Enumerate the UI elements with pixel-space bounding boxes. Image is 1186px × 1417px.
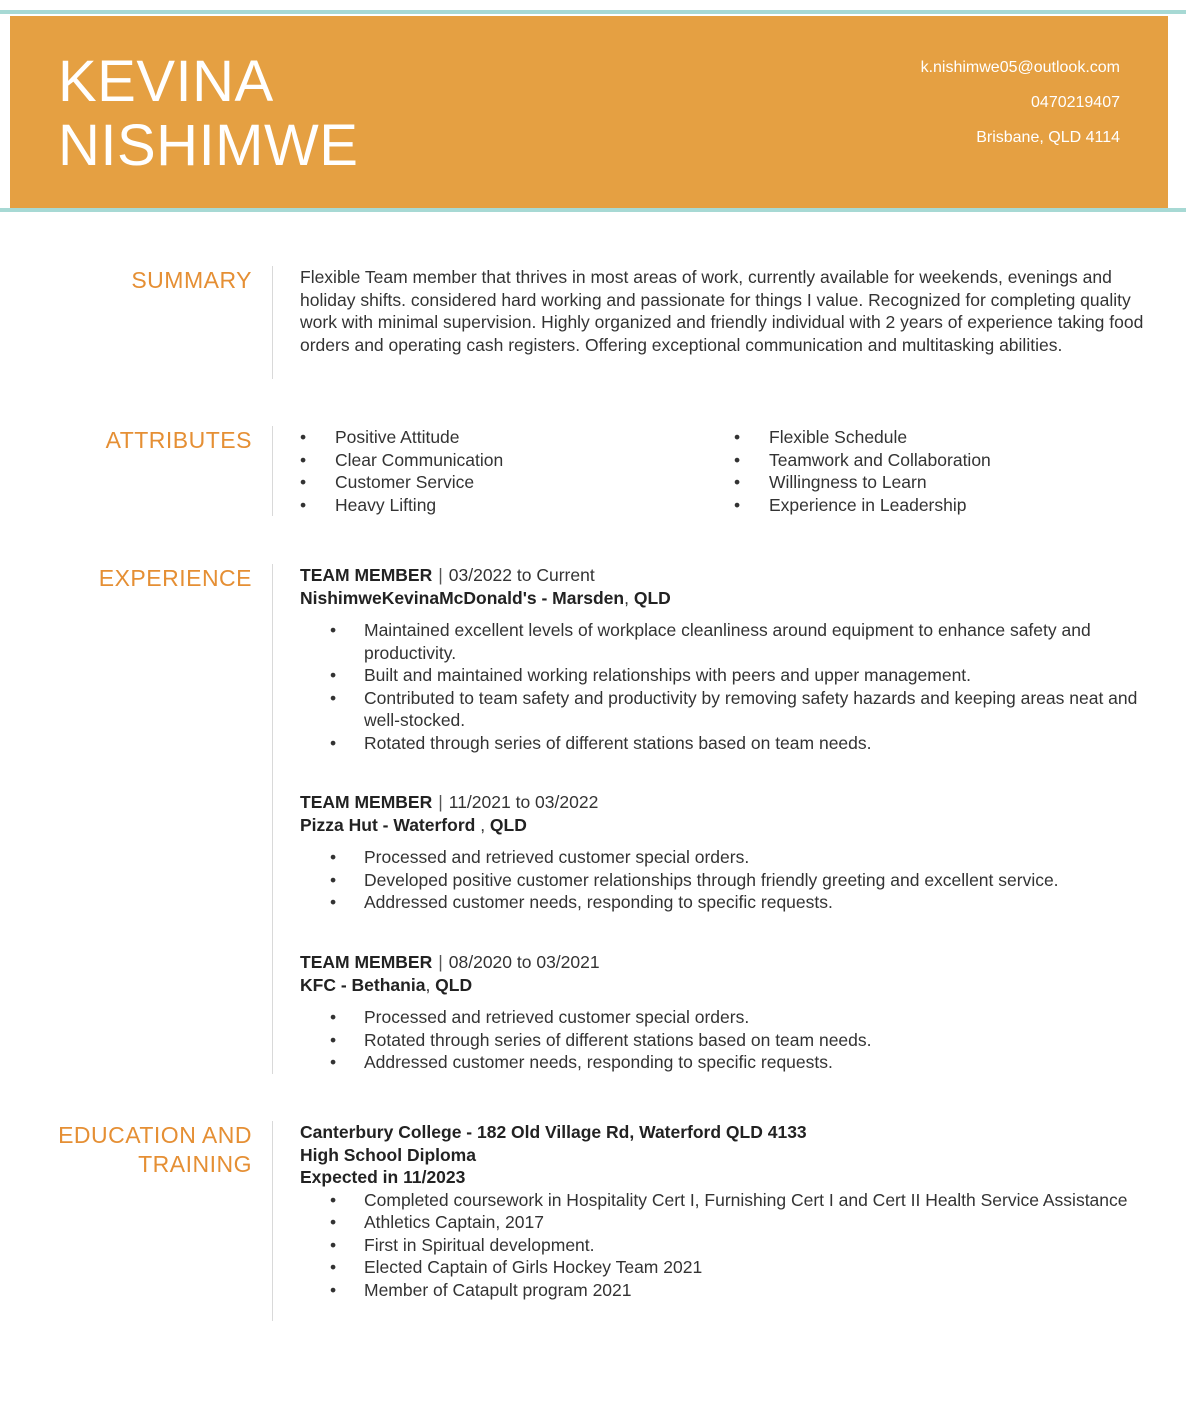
list-item: • Customer Service	[300, 471, 730, 494]
job-state: QLD	[633, 588, 671, 608]
job-entry	[300, 951, 1166, 1074]
list-item: • Willingness to Learn	[734, 471, 1164, 494]
job-company: Pizza Hut - Waterford	[300, 815, 481, 835]
list-item: • Processed and retrieved customer special orders.	[300, 846, 1166, 869]
education-bullets	[300, 1189, 1166, 1302]
job-role: TEAM MEMBER	[300, 952, 433, 972]
experience-body	[300, 564, 1166, 1072]
job-dates: 03/2022 to Current	[448, 565, 595, 585]
job-title-line: TEAM MEMBER | 08/2020 to 03/2021	[300, 952, 600, 972]
list-item: • Elected Captain of Girls Hockey Team 2021	[300, 1256, 1166, 1279]
list-item: • Rotated through series of different stations based on team needs.	[300, 1029, 1166, 1052]
job-dates: 11/2021 to 03/2022	[448, 792, 599, 812]
list-item: • Maintained excellent levels of workplace cleanliness around equipment to enhance safety and productivity.	[300, 619, 1166, 664]
degree: High School Diploma	[300, 1144, 476, 1165]
list-item: • Processed and retrieved customer special orders.	[300, 1006, 1166, 1029]
job-bullets	[300, 619, 1166, 754]
section-divider	[272, 426, 273, 516]
job-role: TEAM MEMBER	[300, 792, 433, 812]
section-divider	[272, 564, 273, 1074]
job-state: QLD	[489, 815, 527, 835]
candidate-name	[58, 50, 358, 178]
education-title-line1: EDUCATION AND	[58, 1122, 252, 1148]
list-item: • Developed positive customer relationships through friendly greeting and excellent service.	[300, 869, 1166, 892]
attributes-right-list	[734, 426, 1164, 516]
resume-header	[10, 16, 1168, 208]
list-item: • Experience in Leadership	[734, 494, 1164, 517]
experience-title: EXPERIENCE	[98, 565, 252, 591]
bottom-rule	[0, 208, 1186, 212]
list-item: • Clear Communication	[300, 449, 730, 472]
attributes-left-list	[300, 426, 730, 516]
list-item: • Heavy Lifting	[300, 494, 730, 517]
job-bullets	[300, 846, 1166, 914]
email[interactable]: k.nishimwe05@outlook.com	[920, 59, 1120, 76]
job-entry	[300, 564, 1166, 754]
list-item: • Teamwork and Collaboration	[734, 449, 1164, 472]
first-name: KEVINA	[58, 49, 274, 114]
location: Brisbane, QLD 4114	[976, 129, 1120, 146]
list-item: • Addressed customer needs, responding to specific requests.	[300, 891, 1166, 914]
list-item: • Positive Attitude	[300, 426, 730, 449]
job-title-line: TEAM MEMBER | 11/2021 to 03/2022	[300, 792, 599, 812]
list-item: • Athletics Captain, 2017	[300, 1211, 1166, 1234]
top-rule	[0, 10, 1186, 14]
last-name: NISHIMWE	[58, 113, 359, 178]
list-item: • Addressed customer needs, responding to specific requests.	[300, 1051, 1166, 1074]
phone[interactable]: 0470219407	[1031, 94, 1120, 111]
job-company-line: NishimweKevinaMcDonald's - Marsden, QLD	[300, 588, 671, 608]
summary-title: SUMMARY	[131, 267, 252, 293]
attributes-body	[300, 426, 1166, 518]
list-item: • Rotated through series of different stations based on team needs.	[300, 732, 1166, 755]
list-item: • Member of Catapult program 2021	[300, 1279, 1166, 1302]
attributes-title: ATTRIBUTES	[105, 427, 252, 453]
job-state: QLD	[435, 975, 473, 995]
school-name: Canterbury College - 182 Old Village Rd, Waterford QLD 4133	[300, 1122, 807, 1142]
expected-date: Expected in 11/2023	[300, 1167, 466, 1187]
job-entry	[300, 791, 1166, 914]
summary-text: Flexible Team member that thrives in most areas of work, currently available for weekends, evenings and holiday shifts. considered hard working and passionate for things I value. Recognized for completing quality work with minimal supervision. Highly organized and friendly individual with 2 years of experience taking food orders and operating cash registers. Offering exceptional communication and multitasking abilities.	[300, 267, 1144, 355]
job-bullets	[300, 1006, 1166, 1074]
job-role: TEAM MEMBER	[300, 565, 433, 585]
job-company: NishimweKevinaMcDonald's - Marsden	[300, 588, 625, 608]
job-company-line: KFC - Bethania, QLD	[300, 975, 473, 995]
list-item: • Built and maintained working relationships with peers and upper management.	[300, 664, 1166, 687]
job-dates: 08/2020 to 03/2021	[448, 952, 600, 972]
contact-info	[921, 58, 1120, 163]
education-body	[300, 1121, 1166, 1301]
job-company: KFC - Bethania	[300, 975, 426, 995]
section-divider	[272, 1121, 273, 1321]
job-company-line: Pizza Hut - Waterford , QLD	[300, 815, 527, 835]
education-title	[0, 1121, 252, 1179]
section-divider	[272, 266, 273, 379]
list-item: • First in Spiritual development.	[300, 1234, 1166, 1257]
list-item: • Flexible Schedule	[734, 426, 1164, 449]
job-title-line: TEAM MEMBER | 03/2022 to Current	[300, 565, 595, 585]
education-title-line2: TRAINING	[138, 1151, 252, 1177]
list-item: • Completed coursework in Hospitality Cert I, Furnishing Cert I and Cert II Health Service Assistance	[300, 1189, 1166, 1212]
list-item: • Contributed to team safety and productivity by removing safety hazards and keeping areas neat and well-stocked.	[300, 687, 1166, 732]
